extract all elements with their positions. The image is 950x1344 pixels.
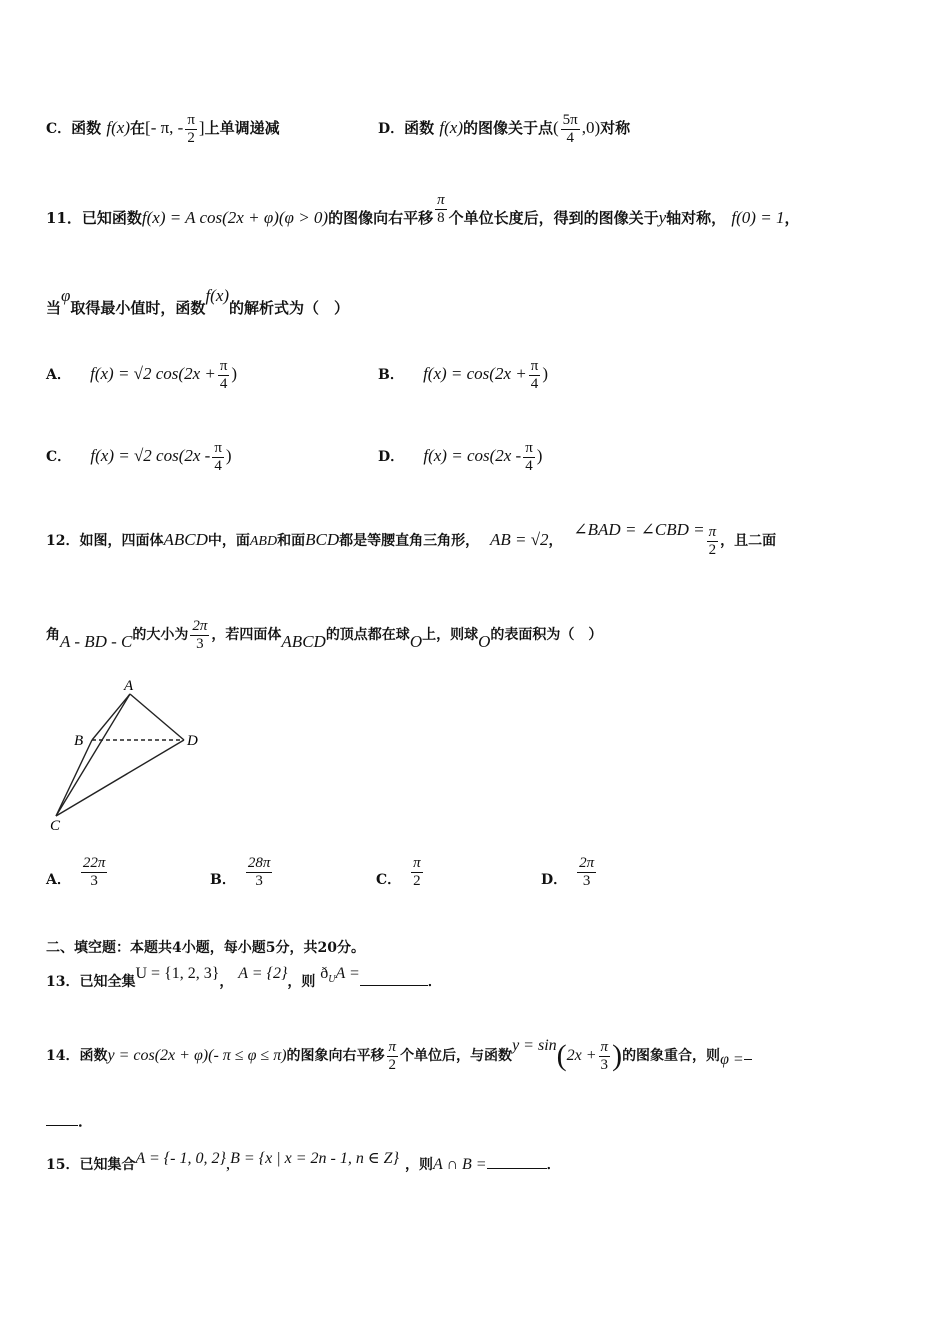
edge-cd [56, 740, 184, 816]
math: U = {1, 2, 3} [135, 965, 220, 982]
option-label: C． [46, 449, 72, 465]
option-label: D． [378, 449, 405, 465]
text: ，若四面体 [211, 627, 282, 643]
q12-line1 [46, 518, 776, 562]
text: 的图象重合，则 [622, 1048, 721, 1064]
fraction [599, 1039, 611, 1074]
math: - π, - [150, 118, 184, 137]
text: 当 [46, 299, 62, 317]
text: 都是等腰直角三角形， [339, 533, 480, 549]
q11-option-d [378, 434, 542, 478]
paren: ) [612, 1039, 623, 1072]
math: A ∩ B = [432, 1156, 487, 1173]
denominator: 8 [437, 209, 445, 226]
q11-option-a [46, 352, 237, 396]
numerator: π [525, 439, 533, 456]
math: ) [231, 364, 238, 383]
angle-expr: ∠BAD = ∠CBD = [573, 520, 705, 539]
math: AB = √2 [489, 530, 549, 549]
set-b: B = {x | x = 2n - 1, n ∈ Z} [230, 1150, 399, 1167]
math: ABCD [163, 530, 208, 549]
q12-line2 [46, 612, 602, 656]
text: 已知集合 [79, 1157, 136, 1173]
text: 函数 [404, 119, 435, 137]
text: 的图像关于点 [462, 119, 553, 137]
numerator: π [219, 357, 228, 374]
denominator: 2 [413, 872, 421, 889]
math: ABCD [281, 632, 326, 651]
math: A = {2} [238, 965, 288, 982]
text: 在 [130, 119, 146, 137]
denominator: 4 [525, 457, 533, 474]
option-label: C． [46, 121, 72, 137]
fraction [190, 618, 209, 653]
numerator: π [437, 191, 445, 208]
option-label: A． [46, 367, 71, 383]
denominator: 3 [582, 872, 591, 889]
denominator: 4 [219, 375, 228, 392]
edge-ad [130, 694, 184, 740]
text: 函数 [79, 1048, 108, 1064]
fraction [707, 524, 719, 559]
numerator: 22π [82, 854, 106, 871]
text: 已知函数 [81, 209, 142, 227]
text: ，且二面 [720, 533, 777, 549]
edge-ab [92, 694, 130, 740]
text: ，则 [287, 974, 316, 990]
question-number: 15． [46, 1157, 80, 1173]
text: 角 [46, 627, 60, 643]
vertex-a: A [124, 678, 134, 694]
numerator: 2π [192, 617, 208, 634]
point: ( $\frac{5\pi}{4}$ ,0) [553, 111, 601, 146]
tetrahedron-figure [40, 670, 220, 840]
question-number: 13． [46, 974, 80, 990]
math: ,0 [581, 118, 595, 137]
fraction [81, 855, 108, 890]
math: ) [225, 446, 232, 465]
answer-blank-end[interactable] [46, 1111, 78, 1126]
q12-option-d [541, 856, 598, 902]
text: 如图，四面体 [79, 533, 164, 549]
text: 轴对称， [666, 209, 727, 227]
text: ， [784, 209, 800, 227]
math: ) [542, 364, 548, 383]
text: 的大小为 [132, 627, 189, 643]
text: 个单位长度后，得到的图像关于 [448, 209, 659, 227]
numerator: π [388, 1038, 397, 1055]
numerator: π [214, 439, 222, 456]
text: 的顶点都在球 [325, 627, 410, 643]
answer-blank-start[interactable] [744, 1045, 752, 1060]
numerator: π [413, 854, 421, 871]
text: ． [427, 974, 442, 990]
denominator: 2 [708, 541, 717, 558]
shift-fraction [435, 192, 447, 227]
q13-line [46, 964, 442, 1000]
q15-line [46, 1142, 561, 1186]
function-expr: f(x) = A cos(2x + φ)(φ > 0) [141, 208, 329, 227]
function-expr: y = cos(2x + φ)(- π ≤ φ ≤ π) [107, 1047, 287, 1064]
q12-option-a [46, 856, 109, 902]
fraction [529, 358, 541, 393]
q10-option-c [46, 108, 280, 148]
text: 上单调递减 [204, 119, 280, 137]
denominator: 3 [196, 635, 204, 652]
option-label: B． [210, 872, 236, 888]
option-label: D． [541, 872, 568, 888]
edge-ac [56, 694, 130, 816]
option-label: A． [46, 872, 71, 888]
numerator: π [708, 523, 717, 540]
text: 个单位后，与函数 [400, 1048, 513, 1064]
math-phi: φ [61, 286, 71, 305]
math: A = [335, 965, 360, 982]
q10-option-d [378, 108, 630, 148]
numerator: 28π [247, 854, 271, 871]
math-var: y [658, 208, 667, 227]
q12-option-b [210, 856, 274, 902]
math: O [409, 632, 423, 651]
q12-option-c [376, 856, 425, 902]
q14-line1 [46, 1030, 752, 1082]
answer-blank[interactable] [487, 1154, 547, 1169]
fraction [523, 440, 535, 475]
numerator: 2π [579, 854, 595, 871]
text: ， [548, 533, 563, 549]
vertex-c: C [50, 818, 61, 834]
question-number: 12． [46, 533, 80, 549]
option-expr: f(x) = √2 cos(2x + [90, 364, 216, 383]
section-heading: 二、填空题：本题共4小题，每小题5分，共20分。 [46, 940, 365, 956]
math: ABD [249, 534, 278, 549]
text: 取得最小值时，函数 [70, 299, 206, 317]
fraction [561, 112, 580, 147]
question-number: 14． [46, 1048, 80, 1064]
text: 的图像向右平移 [328, 209, 434, 227]
math-fx: f(x) [106, 118, 130, 137]
math-fx: f(x) [205, 286, 230, 305]
text: 的表面积为（ ） [490, 627, 603, 643]
math: U [328, 974, 336, 986]
fraction [218, 358, 230, 393]
vertex-d: D [187, 733, 198, 749]
math-fx: f(x) [439, 118, 463, 137]
text: ， [219, 974, 234, 990]
fraction [387, 1039, 399, 1074]
math: φ = [720, 1051, 744, 1068]
condition: f(0) = 1 [731, 208, 785, 227]
paren: ( [556, 1039, 567, 1072]
denominator: 3 [600, 1056, 609, 1073]
option-label: C． [376, 872, 402, 888]
fraction [185, 112, 197, 147]
text: 函数 [71, 119, 102, 137]
q11-line1 [46, 191, 800, 240]
vertex-b: B [74, 733, 84, 749]
complement [320, 965, 360, 986]
numerator: π [600, 1038, 609, 1055]
denominator: 3 [90, 872, 98, 889]
function-expr: y = sin [512, 1037, 557, 1054]
option-expr: f(x) = cos(2x - [423, 446, 522, 465]
denominator: 4 [566, 129, 574, 146]
denominator: 2 [388, 1056, 397, 1073]
denominator: 2 [187, 129, 195, 146]
text: 的解析式为（ ） [229, 299, 350, 317]
fraction [246, 855, 273, 890]
text: 已知全集 [79, 974, 136, 990]
numerator: 5π [562, 111, 578, 128]
text: ． [78, 1112, 94, 1130]
fraction [577, 855, 596, 890]
math: A - BD - C [60, 632, 133, 651]
answer-blank[interactable] [360, 971, 428, 986]
text: 对称 [600, 119, 631, 137]
math: O [478, 632, 491, 651]
denominator: 4 [530, 375, 539, 392]
option-expr: f(x) = cos(2x + [423, 364, 527, 383]
text: 上，则球 [422, 627, 479, 643]
numerator: π [187, 111, 195, 128]
text: ，则 [404, 1157, 433, 1173]
complement-symbol: ð [320, 965, 329, 982]
fraction [411, 855, 423, 890]
text: 的图象向右平移 [286, 1048, 385, 1064]
math: 2x + [566, 1047, 597, 1064]
denominator: 4 [214, 457, 222, 474]
question-number: 11． [46, 209, 82, 227]
q11-line2 [46, 288, 349, 328]
q11-option-c [46, 434, 232, 478]
text: 中，面 [207, 533, 250, 549]
fraction [212, 440, 224, 475]
math: BCD [305, 530, 340, 549]
denominator: 3 [255, 872, 263, 889]
option-expr: f(x) = √2 cos(2x - [90, 446, 211, 465]
set-a: A = {- 1, 0, 2} [135, 1150, 226, 1167]
option-label: B． [378, 367, 404, 383]
q14-line2 [46, 1106, 93, 1136]
numerator: π [530, 357, 539, 374]
text: 和面 [277, 533, 306, 549]
text: , [225, 1154, 231, 1173]
math: ) [536, 446, 543, 465]
interval: [- π, - $\frac{\pi}{2}$ ] [145, 111, 205, 146]
option-label: D． [378, 121, 405, 137]
q11-option-b [378, 352, 548, 396]
text: ． [546, 1157, 561, 1173]
